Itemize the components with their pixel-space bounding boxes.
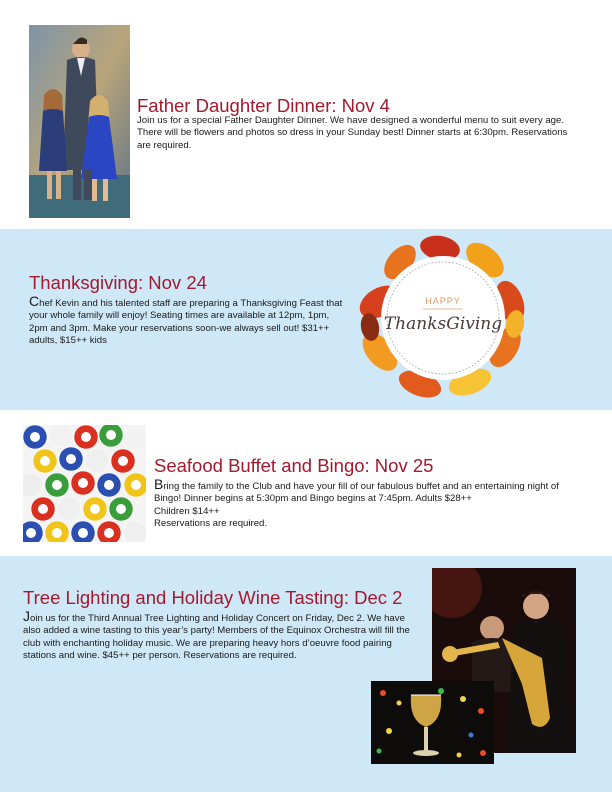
section-title: Tree Lighting and Holiday Wine Tasting: Dec 2 (23, 587, 403, 608)
bingo-balls-photo (23, 425, 146, 542)
autumn-leaves-wreath (350, 232, 532, 402)
section-text: hef Kevin and his talented staff are preparing a Thanksgiving Feast that your whole family will enjoy! Seating times are available at 12pm, 1pm, 2pm and 3pm. Make your reservations soon-we always sell out! $31++ adults, $15++ kids (29, 298, 343, 347)
drop-cap: B (154, 476, 164, 492)
section-body (137, 115, 577, 152)
section-body (154, 476, 579, 531)
section-text: Reservations are required. (154, 518, 268, 530)
wine-glass-lights-photo (371, 681, 494, 764)
section-title: Seafood Buffet and Bingo: Nov 25 (154, 455, 434, 476)
section-text: Join us for a special Father Daughter Dinner. We have designed a wonderful menu to suit every age. There will be flowers and photos so dress in your Sunday best! Dinner starts at 6:30pm. Reservations are required. (137, 115, 568, 151)
badge-happy: HAPPY (425, 296, 461, 306)
badge-thanksgiving: ThanksGiving (383, 314, 503, 334)
drop-cap: C (29, 293, 40, 309)
section-body (23, 608, 419, 663)
drop-cap: J (23, 608, 30, 624)
father-daughters-photo (29, 25, 130, 218)
section-title: Father Daughter Dinner: Nov 4 (137, 95, 390, 116)
section-text: oin us for the Third Annual Tree Lighting and Holiday Concert on Friday, Dec 2. We have also added a wine tasting to this year’s party! Members of the Equinox Orchestra will fill the club with enchanting holiday music. We are preparing heavy hors d’oeuvre food pairing stations and wine. $45++ per person. Reservations are required. (23, 613, 410, 662)
section-text: ring the family to the Club and have your fill of our fabulous buffet and an entertaining night of Bingo! Dinner begins at 5:30pm and Bingo begins at 7:45pm. Adults $28++ (154, 481, 559, 505)
section-body (29, 293, 343, 348)
section-text: Children $14++ (154, 505, 220, 517)
section-title: Thanksgiving: Nov 24 (29, 272, 207, 293)
